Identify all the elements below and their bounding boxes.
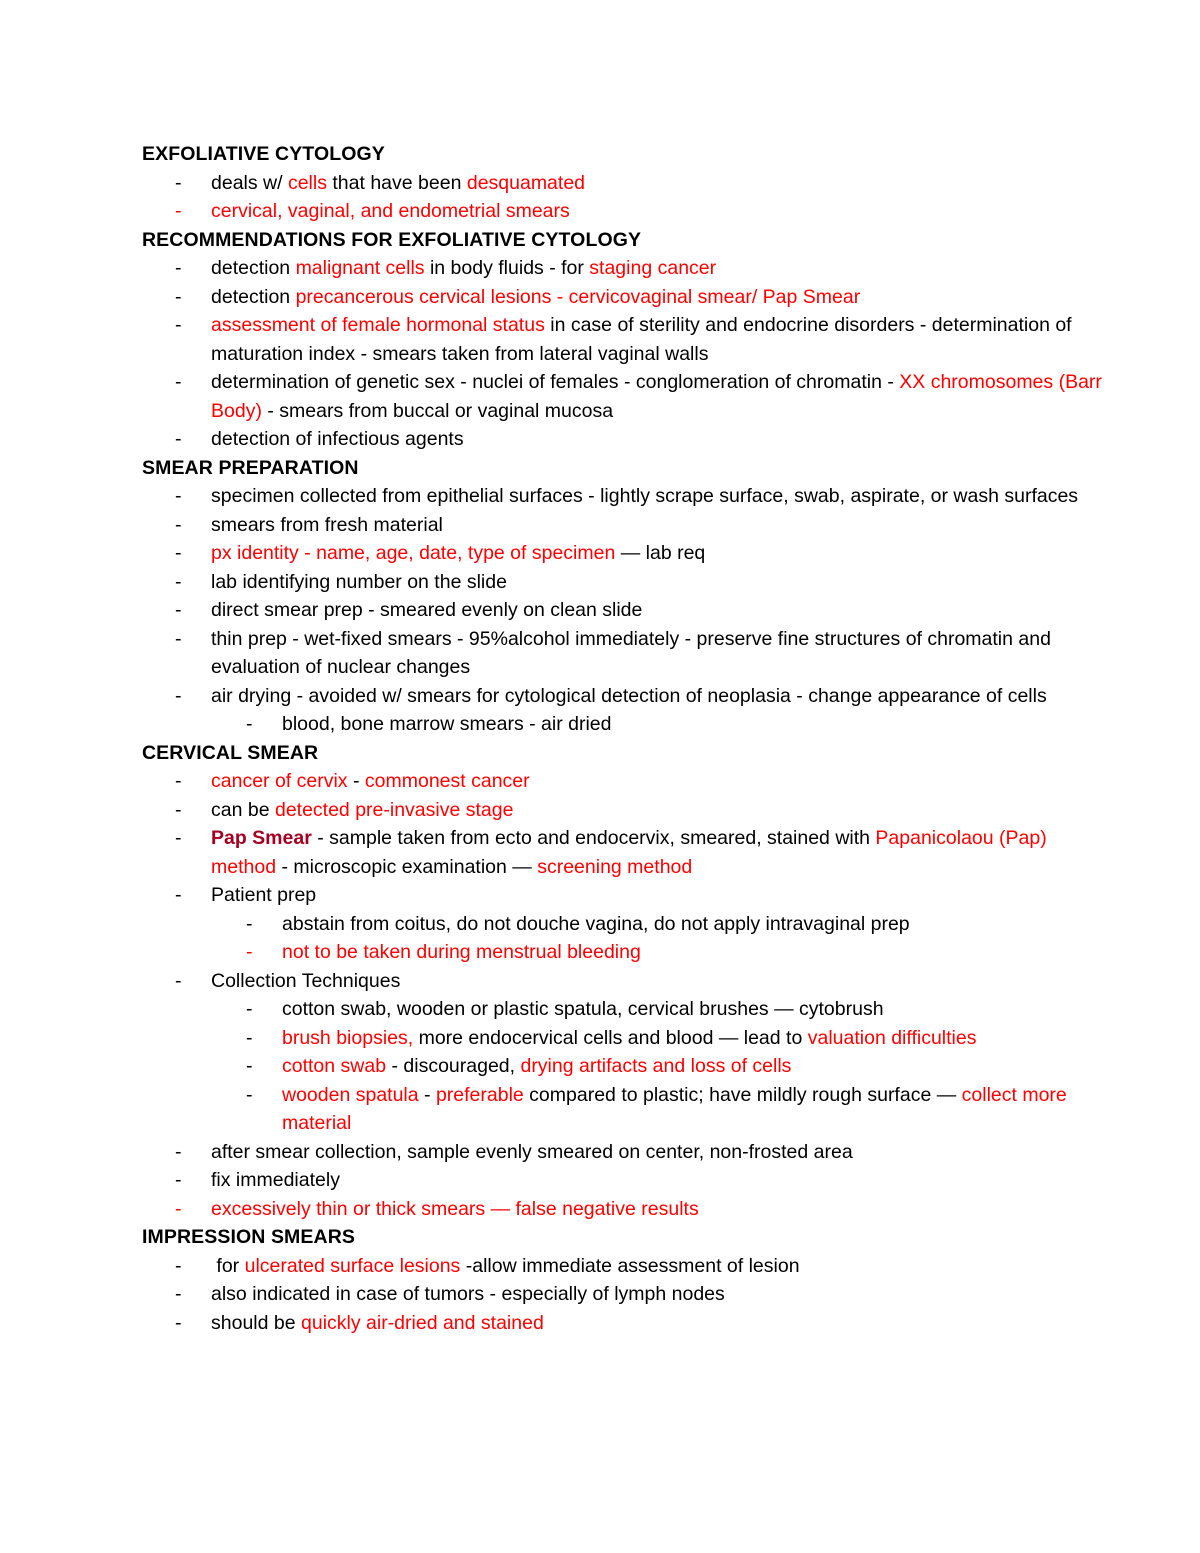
item-text — [282, 938, 1102, 967]
item-text — [211, 767, 1102, 796]
bullet-dash: - — [175, 627, 182, 650]
text-segment: specimen collected from epithelial surfaces - lightly scrape surface, swab, aspirate, or wash surfaces — [211, 485, 1079, 507]
item-text — [211, 682, 1102, 711]
text-segment: — lab req — [615, 542, 706, 564]
bullet-dash: - — [175, 171, 182, 194]
text-segment: - discouraged, — [386, 1055, 521, 1077]
item-text — [211, 1280, 1102, 1309]
bullet-dash: - — [175, 1254, 182, 1277]
item-text — [211, 796, 1102, 825]
bullet-dash: - — [175, 513, 182, 536]
bullet-dash: - — [175, 542, 182, 564]
section-heading: SMEAR PREPARATION — [142, 456, 359, 479]
section-heading: EXFOLIATIVE CYTOLOGY — [142, 143, 385, 165]
sub-list-item — [142, 1052, 1102, 1081]
bullet-dash: - — [175, 1197, 182, 1220]
text-segment: in body fluids - for — [424, 257, 590, 279]
text-segment: - microscopic examination — — [276, 855, 538, 878]
sub-list-item — [142, 910, 1102, 939]
list-item — [142, 539, 1102, 568]
bullet-dash: - — [175, 969, 182, 992]
item-text — [282, 1081, 1102, 1138]
text-segment: detection — [211, 285, 296, 308]
text-segment: - sample taken from ecto and endocervix, smeared, stained with — [311, 827, 876, 849]
text-segment: should be — [211, 1311, 301, 1334]
item-text — [211, 283, 1102, 312]
list-item — [142, 1252, 1102, 1281]
bullet-dash: - — [175, 770, 182, 792]
bullet-dash: - — [175, 200, 182, 222]
item-text — [211, 1309, 1102, 1338]
item-text — [211, 169, 1102, 198]
item-text — [211, 311, 1102, 368]
highlighted-text: cotton swab — [282, 1055, 387, 1077]
sub-list-item — [142, 710, 1102, 739]
bullet-dash: - — [246, 1055, 253, 1077]
text-segment: determination of genetic sex - nuclei of females - conglomeration of chromatin - — [211, 371, 900, 393]
item-text — [211, 197, 1102, 226]
sub-list-item — [142, 938, 1102, 967]
list-item — [142, 368, 1108, 425]
text-segment: also indicated in case of tumors - especially of lymph nodes — [211, 1283, 725, 1305]
list-item — [142, 881, 1102, 910]
item-text — [211, 881, 1102, 910]
text-segment: that have been — [326, 171, 467, 194]
item-text — [211, 1138, 1102, 1167]
list-item — [142, 425, 1102, 454]
bullet-dash: - — [246, 912, 253, 935]
bullet-dash: - — [175, 684, 182, 707]
item-text — [211, 425, 1102, 454]
section-heading: RECOMMENDATIONS FOR EXFOLIATIVE CYTOLOGY — [142, 228, 642, 251]
bullet-dash: - — [175, 485, 182, 507]
text-segment: cotton swab, wooden or plastic spatula, cervical brushes — cytobrush — [282, 998, 884, 1020]
highlighted-text: malignant cells — [295, 257, 425, 279]
bullet-dash: - — [175, 371, 182, 393]
list-item — [142, 1166, 1102, 1195]
list-item — [142, 568, 1102, 597]
text-segment: deals w/ — [211, 171, 288, 194]
highlighted-text: detected pre-invasive stage — [274, 798, 514, 821]
sub-list-item — [142, 995, 1102, 1024]
text-segment: direct smear prep - smeared evenly on clean slide — [211, 599, 643, 621]
item-text — [211, 539, 1102, 568]
text-segment: compared to plastic; have mildly rough surface — — [523, 1083, 962, 1106]
bullet-dash: - — [175, 570, 182, 593]
list-item — [142, 1309, 1102, 1338]
list-item — [142, 197, 1102, 226]
text-segment: smears from fresh material — [211, 513, 443, 536]
highlighted-text: Pap Smear — [211, 827, 312, 849]
highlighted-text: cancer of cervix — [211, 770, 348, 792]
bullet-dash: - — [175, 428, 182, 450]
list-item — [142, 767, 1102, 796]
highlighted-text: not to be taken during menstrual bleeding — [282, 941, 641, 963]
bullet-dash: - — [175, 1311, 182, 1334]
item-text — [211, 1195, 1102, 1224]
list-item — [142, 482, 1102, 511]
bullet-dash: - — [175, 1169, 182, 1191]
text-segment: - — [418, 1083, 436, 1106]
item-text — [282, 1024, 1102, 1053]
sub-list-item — [142, 1024, 1102, 1053]
list-item — [142, 796, 1102, 825]
highlighted-text: wooden spatula — [282, 1083, 419, 1106]
list-item — [142, 625, 1102, 682]
list-item — [142, 169, 1102, 198]
bullet-dash: - — [175, 1140, 182, 1163]
text-segment: -allow immediate assessment of lesion — [460, 1254, 800, 1277]
sub-list-item — [142, 1081, 1102, 1138]
text-segment: - — [347, 770, 365, 792]
item-text — [211, 625, 1102, 682]
item-text — [211, 967, 1102, 996]
highlighted-text: preferable — [435, 1083, 524, 1106]
text-segment: can be — [211, 798, 275, 821]
bullet-dash: - — [246, 1026, 253, 1049]
bullet-dash: - — [175, 884, 182, 906]
item-text — [282, 995, 1102, 1024]
text-segment: blood, bone marrow smears - air dried — [282, 713, 612, 735]
item-text — [211, 368, 1108, 425]
text-segment: fix immediately — [211, 1169, 340, 1191]
text-segment: in case of sterility and endocrine disorders - determination of maturation index - smears taken from lateral vaginal walls — [211, 314, 1078, 365]
text-segment: air drying - avoided w/ smears for cytological detection of neoplasia - change appearance of cells — [211, 684, 1047, 707]
text-segment: more endocervical cells and blood — lead to — [413, 1026, 808, 1049]
text-segment: after smear collection, sample evenly smeared on center, non-frosted area — [211, 1140, 853, 1163]
bullet-dash: - — [246, 941, 253, 963]
list-item — [142, 824, 1102, 881]
highlighted-text: XX chromosomes (Barr Body) — [211, 371, 1108, 422]
highlighted-text: cervical, vaginal, and endometrial smears — [211, 200, 570, 222]
list-item — [142, 1195, 1102, 1224]
item-text — [211, 568, 1102, 597]
highlighted-text: collect more material — [282, 1083, 1073, 1134]
list-item — [142, 1280, 1102, 1309]
section-heading: CERVICAL SMEAR — [142, 741, 319, 764]
item-text — [211, 1166, 1102, 1195]
item-text — [211, 824, 1102, 881]
highlighted-text: desquamated — [466, 171, 586, 194]
text-segment: Patient prep — [211, 884, 317, 906]
item-text — [211, 482, 1102, 511]
bullet-dash: - — [175, 1283, 182, 1305]
list-item — [142, 596, 1102, 625]
highlighted-text: precancerous cervical lesions - cervicovaginal smear/ Pap Smear — [295, 285, 861, 308]
list-item — [142, 511, 1102, 540]
bullet-dash: - — [246, 713, 253, 735]
section-heading: IMPRESSION SMEARS — [142, 1226, 355, 1248]
highlighted-text: staging cancer — [589, 257, 717, 279]
item-text — [211, 1252, 1102, 1281]
highlighted-text: cells — [287, 171, 327, 194]
text-segment: Collection Techniques — [211, 969, 401, 992]
highlighted-text: ulcerated surface lesions — [244, 1254, 461, 1277]
bullet-dash: - — [246, 1083, 253, 1106]
text-segment: - smears from buccal or vaginal mucosa — [261, 399, 614, 422]
bullet-dash: - — [175, 599, 182, 621]
list-item — [142, 311, 1102, 368]
bullet-dash: - — [175, 285, 182, 308]
text-segment: thin prep - wet-fixed smears - 95%alcohol immediately - preserve fine structures of chromatin and evaluation of nuclear changes — [211, 627, 1057, 678]
highlighted-text: Papanicolaou (Pap) method — [211, 827, 1053, 878]
highlighted-text: px identity - name, age, date, type of specimen — [211, 542, 616, 564]
item-text — [282, 910, 1102, 939]
bullet-dash: - — [175, 827, 182, 849]
highlighted-text: commonest cancer — [364, 770, 530, 792]
highlighted-text: brush biopsies, — [282, 1026, 414, 1049]
item-text — [211, 511, 1102, 540]
text-segment: lab identifying number on the slide — [211, 570, 507, 593]
bullet-dash: - — [246, 998, 253, 1020]
list-item — [142, 254, 1102, 283]
list-item — [142, 967, 1102, 996]
highlighted-text: screening method — [537, 855, 693, 878]
highlighted-text: valuation difficulties — [807, 1026, 977, 1049]
text-segment: detection — [211, 257, 296, 279]
document-body — [142, 140, 1108, 1337]
bullet-dash: - — [175, 314, 182, 336]
list-item — [142, 682, 1102, 711]
highlighted-text: excessively thin or thick smears — false negative results — [211, 1197, 699, 1220]
text-segment: for — [211, 1254, 245, 1277]
highlighted-text: drying artifacts and loss of cells — [520, 1055, 792, 1077]
highlighted-text: quickly air-dried and stained — [301, 1311, 544, 1334]
highlighted-text: assessment of female hormonal status — [211, 314, 545, 336]
list-item — [142, 1138, 1102, 1167]
text-segment: detection of infectious agents — [211, 428, 464, 450]
bullet-dash: - — [175, 798, 182, 821]
item-text — [282, 1052, 1102, 1081]
item-text — [211, 254, 1102, 283]
list-item — [142, 283, 1102, 312]
item-text — [282, 710, 1102, 739]
item-text — [211, 596, 1102, 625]
text-segment: abstain from coitus, do not douche vagina, do not apply intravaginal prep — [282, 912, 910, 935]
bullet-dash: - — [175, 257, 182, 279]
